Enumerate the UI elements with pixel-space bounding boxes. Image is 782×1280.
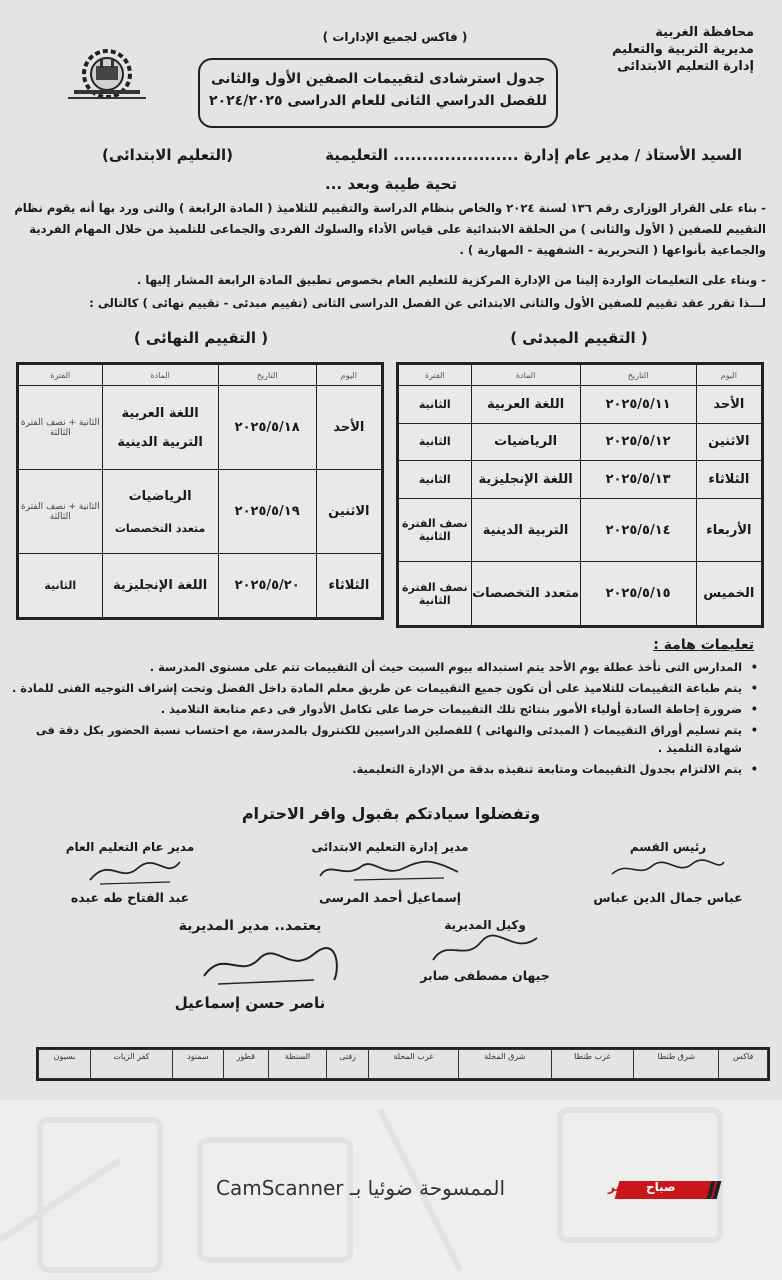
notes-title: تعليمات هامة : [653, 637, 754, 653]
fax-note: ( فاكس لجميع الإدارات ) [322, 30, 468, 44]
handwritten-signature-icon [80, 854, 190, 888]
distribution-cell: زفتى [327, 1050, 368, 1079]
addressee-dept: (التعليم الابتدائى) [102, 146, 233, 164]
cell-subject: التربية الدينية [471, 498, 580, 562]
signature-name: ناصر حسن إسماعيل [174, 994, 326, 1012]
final-assessment-table [16, 362, 384, 620]
greeting: تحية طيبة وبعد ... [325, 175, 457, 193]
table-row [19, 386, 382, 470]
header-period: الفترة [399, 365, 472, 386]
list-item: • المدارس التى تأخذ عطلة يوم الأحد يتم استبداله بيوم السبت حيث أن التقييمات تتم على مستوى المدرسة . [2, 658, 742, 676]
title-line-2: للفصل الدراسي الثانى للعام الدراسى ٢٠٢٤/٢٠٢٥ [209, 93, 547, 109]
header-date: التاريخ [218, 365, 316, 386]
signature-name: عبد الفتاح طه عبده [70, 890, 190, 905]
distribution-cell: غرب المحلة [368, 1050, 458, 1079]
signature-section-head [578, 840, 758, 905]
signature-role: يعتمد.. مدير المديرية [178, 918, 322, 934]
brand-name-secondary: مصر [608, 1180, 635, 1194]
cell-date: ٢٠٢٥/٥/١٣ [580, 461, 696, 499]
cell-period: الثانية + نصف الفترة الثالثة [19, 470, 103, 554]
cell-period: الثانية [399, 461, 472, 499]
cell-date: ٢٠٢٥/٥/١٨ [218, 386, 316, 470]
cell-day: الأربعاء [696, 498, 761, 562]
initial-assessment-table [396, 362, 764, 628]
cell-period: نصف الفترة الثانية [399, 562, 472, 626]
cell-subject [102, 470, 218, 554]
cell-date: ٢٠٢٥/٥/١٥ [580, 562, 696, 626]
signature-role: رئيس القسم [629, 840, 707, 854]
list-item: • ضرورة إحاطة السادة أولياء الأمور بنتائج تلك التقييمات حرصا على تكامل الأدوار فى دعم متابعة التلاميذ . [2, 700, 742, 718]
distribution-cell: سمنود [172, 1050, 223, 1079]
distribution-cell: شرق المحلة [458, 1050, 551, 1079]
handwritten-signature-icon [425, 932, 545, 966]
signature-role: مدير عام التعليم العام [65, 840, 195, 854]
signature-name: عباس جمال الدين عباس [593, 890, 743, 905]
distribution-cell: كفر الزيات [90, 1050, 172, 1079]
handwritten-signature-icon [608, 856, 728, 882]
cell-subject: الرياضيات [471, 423, 580, 461]
title-line-1: جدول استرشادى لتقييمات الصفين الأول والثانى [210, 71, 546, 87]
org-administration: إدارة التعليم الابتدائى [617, 59, 754, 74]
distribution-cell: فاكس [719, 1050, 768, 1079]
list-item: • يتم طباعة التقييمات للتلاميذ على أن تكون جميع التقييمات عن طريق معلم المادة داخل الفصل وتحت إشراف التوجيه الفنى للمادة . [2, 679, 742, 697]
cell-period: الثانية [399, 423, 472, 461]
header-day: اليوم [696, 365, 761, 386]
cell-period: الثانية [19, 554, 103, 618]
addressee-line [42, 146, 742, 164]
cell-day: الاثنين [316, 470, 381, 554]
distribution-cell: بسيون [39, 1050, 91, 1079]
cell-day: الخميس [696, 562, 761, 626]
table-row [399, 461, 762, 499]
header-period: الفترة [19, 365, 103, 386]
closing-line: وتفضلوا سيادتكم بقبول وافر الاحترام [241, 804, 541, 823]
cell-date: ٢٠٢٥/٥/١٢ [580, 423, 696, 461]
cell-day: الثلاثاء [316, 554, 381, 618]
ministry-logo-icon [66, 46, 148, 102]
addressee-text: السيد الأستاذ / مدير عام إدارة ...................... التعليمية [325, 146, 742, 164]
final-assessment-title: ( التقييم النهائى ) [133, 329, 269, 347]
signature-general-director [30, 840, 230, 905]
table-row [399, 386, 762, 424]
cell-subject [102, 386, 218, 470]
cell-period: الثانية + نصف الفترة الثالثة [19, 386, 103, 470]
table-row [19, 554, 382, 618]
cell-subject: اللغة الإنجليزية [471, 461, 580, 499]
distribution-cell: غرب طنطا [551, 1050, 634, 1079]
cell-subject: متعدد التخصصات [471, 562, 580, 626]
signature-name: جيهان مصطفى صابر [420, 968, 550, 983]
cell-period: نصف الفترة الثانية [399, 498, 472, 562]
cell-date: ٢٠٢٥/٥/١٤ [580, 498, 696, 562]
subject-secondary: متعدد التخصصات [114, 521, 206, 535]
list-item: • يتم الالتزام بجدول التقييمات ومتابعة تنفيذه بدقة من الإدارة التعليمية. [2, 760, 742, 778]
distribution-cell: شرق طنطا [634, 1050, 719, 1079]
cell-day: الثلاثاء [696, 461, 761, 499]
subject-secondary: التربية الدينية [117, 434, 203, 450]
cell-subject: اللغة الإنجليزية [102, 554, 218, 618]
cell-date: ٢٠٢٥/٥/١٩ [218, 470, 316, 554]
signature-role: وكيل المديرية [444, 918, 526, 932]
cell-date: ٢٠٢٥/٥/١١ [580, 386, 696, 424]
list-item: • يتم تسليم أوراق التقييمات ( المبدئى والنهائى ) للفصلين الدراسيين للكنترول بالمدرسة، مع احتساب نسبة الحضور بكل دقة فى شهادة التلميذ . [2, 721, 742, 757]
document-title-box [198, 58, 558, 128]
distribution-cell: السنطة [268, 1050, 327, 1079]
org-directorate: مديرية التربية والتعليم [611, 42, 754, 57]
org-governorate: محافظة الغربية [655, 25, 754, 40]
signature-primary-director [290, 840, 490, 905]
table-row [399, 498, 762, 562]
header-day: اليوم [316, 365, 381, 386]
notes-list [2, 658, 760, 781]
cell-day: الأحد [696, 386, 761, 424]
cell-day: الاثنين [696, 423, 761, 461]
table-row [19, 470, 382, 554]
distribution-cell: قطور [223, 1050, 268, 1079]
subject-primary: الرياضيات [128, 488, 192, 504]
paragraph-decree: - بناء على القرار الوزارى رقم ١٣٦ لسنة ٢٠٢٤ والخاص بنظام الدراسة والتقييم للتلاميذ ( المادة الرابعة ) والتى ورد بها أنه يقوم نظام التقييم للصفين ( الأول والثانى ) من الحلقة الابتدائية على قياس الأداء والسلوك الفردى والجماعى للتلميذ من خلال المهام الفردية والجماعية بأنواعها ( التحريرية - الشفهية - المهارية ) . [14, 201, 766, 257]
handwritten-signature-icon [314, 854, 464, 884]
signature-name: إسماعيل أحمد المرسى [318, 890, 462, 905]
handwritten-signature-icon [194, 940, 344, 988]
header-subject: المادة [471, 365, 580, 386]
table-row [399, 562, 762, 626]
header-date: التاريخ [580, 365, 696, 386]
cell-period: الثانية [399, 386, 472, 424]
cell-date: ٢٠٢٥/٥/٢٠ [218, 554, 316, 618]
signature-role: مدير إدارة التعليم الابتدائى [311, 840, 469, 854]
subject-primary: اللغة العربية [121, 405, 199, 421]
distribution-table [36, 1047, 770, 1081]
paragraph-decision: لـــذا تقرر عقد تقييم للصفين الأول والثانى الابتدائى عن الفصل الدراسى الثانى (تقييم مبدئى - تقييم نهائى ) كالتالى : [89, 296, 766, 310]
initial-assessment-title: ( التقييم المبدئى ) [510, 329, 648, 347]
signature-deputy [385, 918, 585, 983]
signature-directorate-head [150, 918, 350, 1012]
scanned-by-label: الممسوحة ضوئيا بـ CamScanner [216, 1176, 506, 1200]
table-row [399, 423, 762, 461]
cell-day: الأحد [316, 386, 381, 470]
brand-name-primary: صباح [646, 1180, 676, 1194]
cell-subject: اللغة العربية [471, 386, 580, 424]
header-subject: المادة [102, 365, 218, 386]
paragraph-instructions: - وبناء على التعليمات الواردة إلينا من الإدارة المركزية للتعليم العام بخصوص تطبيق المادة الرابعة المشار إليها . [136, 273, 766, 287]
